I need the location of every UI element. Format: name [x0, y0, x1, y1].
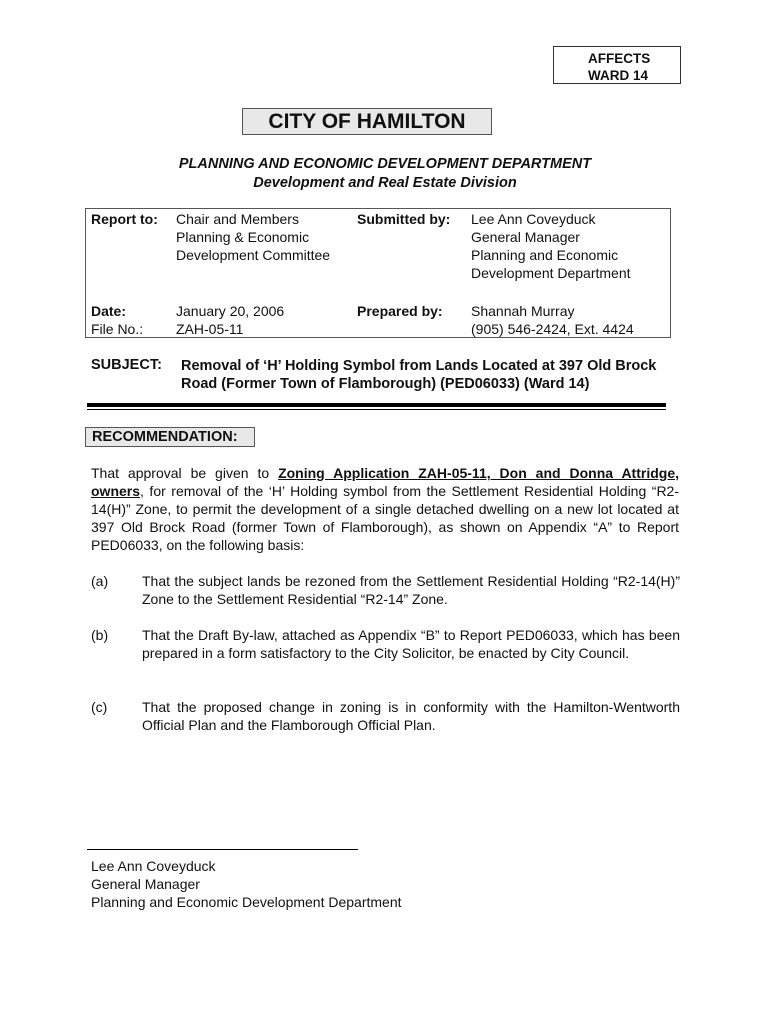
- page-title: CITY OF HAMILTON: [242, 108, 492, 135]
- submitted-by-value: Planning and Economic: [471, 247, 619, 263]
- item-text: That the proposed change in zoning is in conformity with the Hamilton-Wentworth Official Plan and the Flamborough Official Plan.: [142, 699, 680, 733]
- submitted-by-value: General Manager: [471, 229, 580, 245]
- report-header-table: [85, 208, 671, 338]
- report-to-recipient: Chair and Members: [176, 211, 299, 227]
- submitted-by-label: Submitted by:: [357, 211, 451, 227]
- subject-line: Road (Former Town of Flamborough) (PED06033) (Ward 14): [181, 376, 590, 392]
- item-label: (b): [91, 627, 109, 643]
- department-name: PLANNING AND ECONOMIC DEVELOPMENT DEPARTMENT: [178, 156, 592, 172]
- item-text: That the Draft By-law, attached as Appendix “B” to Report PED06033, which has been prepared in a form satisfactory to the City Solicitor, be enacted by City Council.: [142, 627, 680, 661]
- prepared-by-label: Prepared by:: [357, 303, 443, 319]
- subject-text: [181, 357, 656, 393]
- subject-line: Removal of ‘H’ Holding Symbol from Lands Located at 397 Old Brock: [181, 358, 657, 374]
- prepared-by-value: (905) 546-2424, Ext. 4424: [471, 321, 634, 337]
- date-label: Date:: [91, 303, 127, 319]
- file-number: ZAH-05-11: [176, 321, 244, 337]
- division-name: Development and Real Estate Division: [253, 175, 517, 191]
- signature-block: [91, 857, 402, 911]
- intro-text: That approval be given to: [91, 465, 279, 481]
- intro-text: , for removal of the ‘H’ Holding symbol from the Settlement Residential Holding “R2-14(H)” Zone, to permit the development of a single detached dwelling on a new lot located at 397 Old Brock Road (former Town of Flamborough), as shown on Appendix “A” to Report PED06033, on the following basis:: [91, 483, 679, 553]
- report-to-recipient: Development Committee: [176, 247, 331, 263]
- ward-box: [553, 46, 681, 84]
- divider: [87, 409, 666, 410]
- ward-number-label: WARD 14: [588, 68, 649, 83]
- subject-label: SUBJECT:: [91, 357, 162, 373]
- recommendation-heading: RECOMMENDATION:: [85, 427, 255, 447]
- submitted-by-value: Lee Ann Coveyduck: [471, 211, 596, 227]
- signatory-department: Planning and Economic Development Department: [91, 894, 402, 910]
- ward-affects-label: AFFECTS: [588, 51, 651, 66]
- item-label: (c): [91, 699, 108, 715]
- prepared-by-value: Shannah Murray: [471, 303, 575, 319]
- report-to-recipient: Planning & Economic: [176, 229, 310, 245]
- zoning-application-reference: Zoning Application ZAH-05-11, Don and Donna Attridge, owners: [91, 465, 680, 499]
- file-number-label: File No.:: [91, 321, 144, 337]
- signatory-title: General Manager: [91, 876, 200, 892]
- signature-line: [87, 849, 358, 850]
- report-date: January 20, 2006: [176, 303, 285, 319]
- signatory-name: Lee Ann Coveyduck: [91, 858, 216, 874]
- submitted-by-value: Development Department: [471, 265, 631, 281]
- divider: [87, 403, 666, 407]
- item-label: (a): [91, 573, 109, 589]
- report-to-label: Report to:: [91, 211, 158, 227]
- item-text: That the subject lands be rezoned from the Settlement Residential Holding “R2-14(H)” Zone to the Settlement Residential “R2-14” Zone.: [142, 573, 680, 607]
- recommendation-intro: [91, 464, 679, 554]
